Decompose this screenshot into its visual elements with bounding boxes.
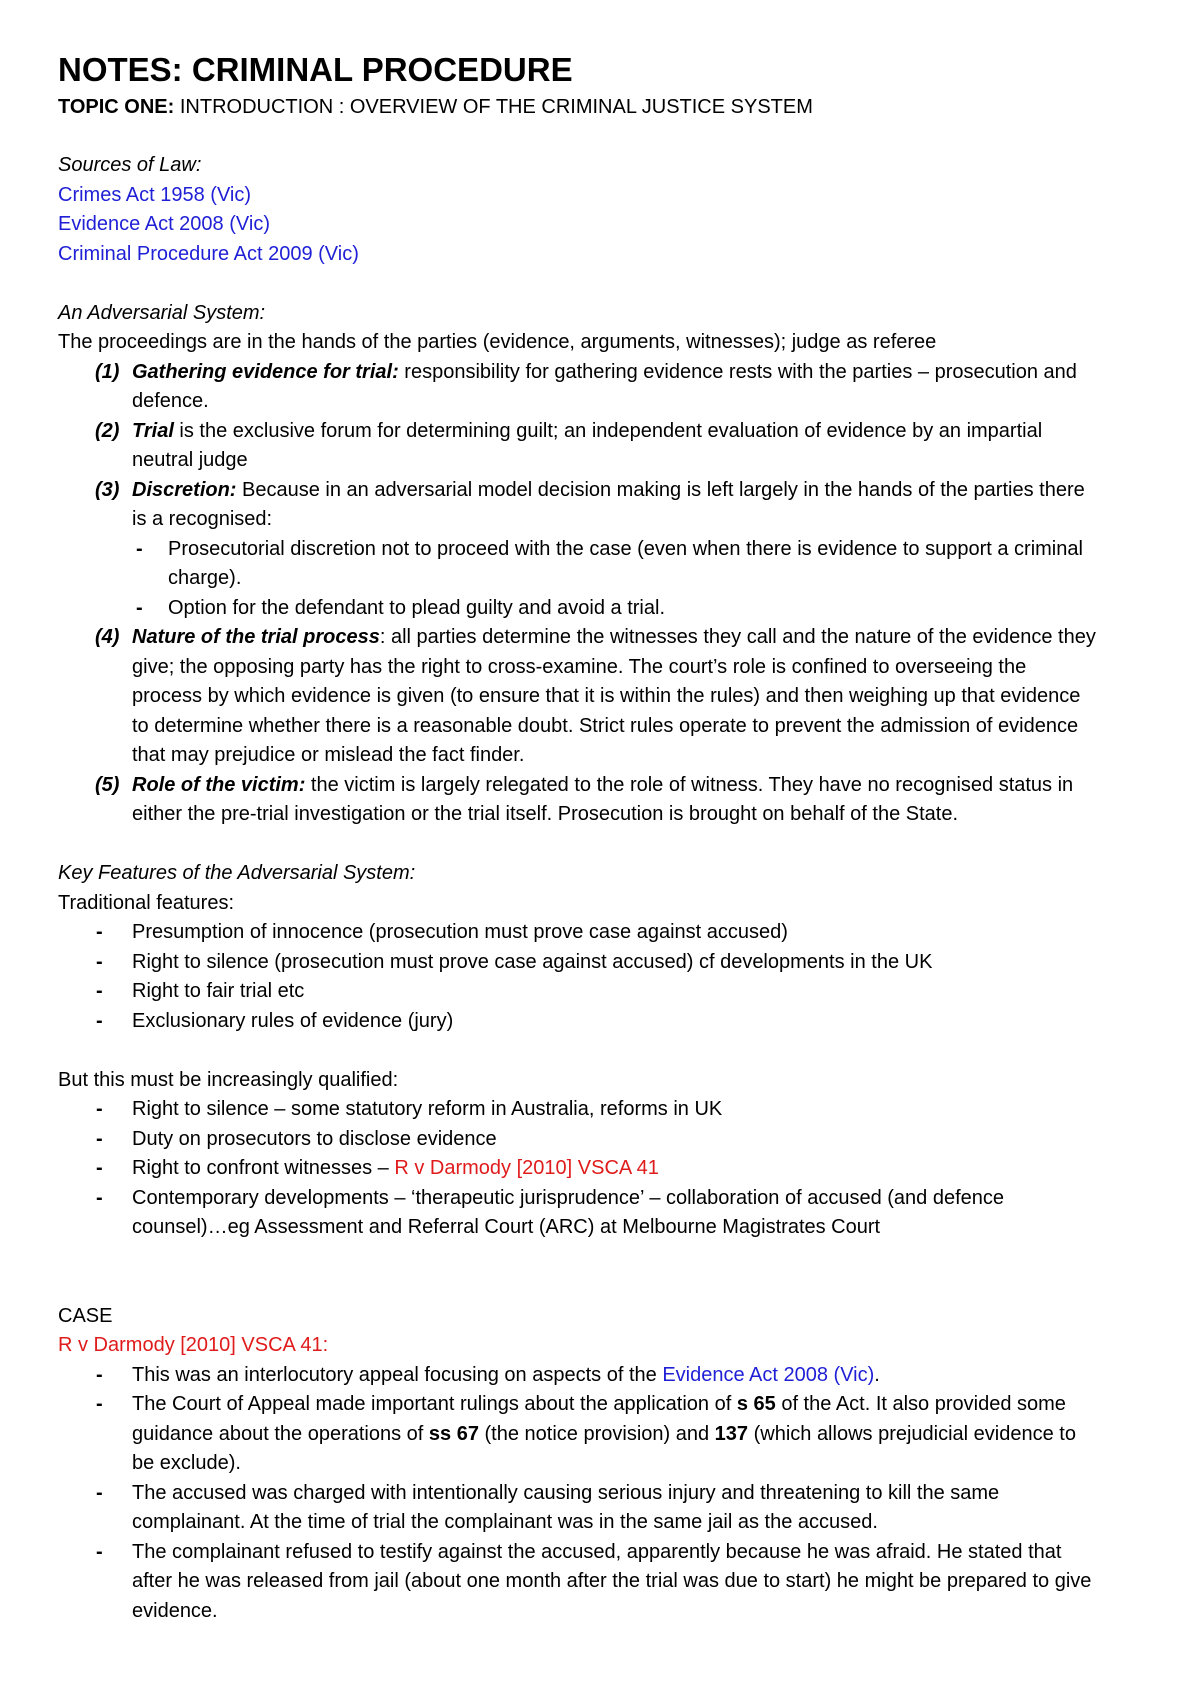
item-text: Because in an adversarial model decision making is left largely in the hands of the parties there is a recognised: — [132, 478, 1085, 530]
sources-heading: Sources of Law: — [58, 154, 202, 176]
list-item — [58, 476, 1100, 624]
topic-text: INTRODUCTION : OVERVIEW OF THE CRIMINAL JUSTICE SYSTEM — [174, 96, 813, 118]
topic-heading — [58, 92, 1100, 122]
item-text: : all parties determine the witnesses they call and the nature of the evidence they give; the opposing party has the right to cross-examine. The court’s role is confined to overseeing the process by which evidence is given (to ensure that it is within the rules) and then weighing up that evidence to determine whether there is a reasonable doubt. Strict rules operate to prevent the admission of evidence that may prejudice or mislead the fact finder. — [132, 626, 1096, 766]
qualified-list — [58, 1095, 1100, 1243]
case-label: CASE — [58, 1304, 113, 1327]
source-evidence-act: Evidence Act 2008 (Vic) — [58, 213, 270, 235]
list-item: - Prosecutorial discretion not to proceed with the case (even when there is evidence to support a criminal charge). — [132, 535, 1100, 594]
item-term: Discretion: — [132, 478, 237, 501]
list-item: - Right to silence – some statutory reform in Australia, reforms in UK — [58, 1095, 1100, 1125]
item-text: is the exclusive forum for determining guilt; an independent evaluation of evidence by an impartial neutral judge — [132, 419, 1043, 471]
topic-label: TOPIC ONE: — [58, 96, 175, 118]
case-name: R v Darmody [2010] VSCA 41: — [58, 1334, 329, 1356]
item-number: (4) — [95, 626, 120, 648]
item-term: Role of the victim: — [132, 773, 306, 796]
item-text: (which allows prejudicial evidence to be exclude). — [132, 1422, 1076, 1474]
list-item — [58, 1361, 1100, 1391]
list-item: - Exclusionary rules of evidence (jury) — [58, 1007, 1100, 1037]
list-item: - Presumption of innocence (prosecution must prove case against accused) — [58, 918, 1100, 948]
item-term: Trial — [132, 419, 174, 442]
item-number: (5) — [95, 773, 120, 796]
traditional-list — [58, 918, 1100, 1036]
document-title: NOTES: CRIMINAL PROCEDURE — [58, 51, 573, 88]
features-heading: Key Features of the Adversarial System: — [58, 862, 416, 884]
source-crimes-act: Crimes Act 1958 (Vic) — [58, 183, 252, 206]
list-item — [58, 623, 1100, 771]
section-ref: 137 — [714, 1422, 749, 1445]
item-text: of the Act. It also provided some guidance about the operations of — [132, 1393, 1066, 1445]
list-item: - Duty on prosecutors to disclose evidence — [58, 1125, 1100, 1155]
list-item — [58, 417, 1100, 476]
source-criminal-procedure-act: Criminal Procedure Act 2009 (Vic) — [58, 242, 359, 265]
adversarial-list — [58, 358, 1100, 830]
list-item: - The complainant refused to testify against the accused, apparently because he was afraid. He stated that after he was released from jail (about one month after the trial was due to start) he might be prepared to give evidence. — [58, 1538, 1100, 1627]
item-text: the victim is largely relegated to the role of witness. They have no recognised status in either the pre-trial investigation or the trial itself. Prosecution is brought on behalf of the State. — [132, 773, 1074, 825]
section-ref: ss 67 — [428, 1422, 479, 1445]
item-text: responsibility for gathering evidence rests with the parties – prosecution and defence. — [132, 360, 1077, 412]
section-ref: s 65 — [736, 1393, 776, 1415]
case-reference: R v Darmody [2010] VSCA 41 — [394, 1157, 659, 1179]
adversarial-heading: An Adversarial System: — [58, 301, 266, 324]
item-text: . — [874, 1363, 880, 1386]
item-text: The Court of Appeal made important rulings about the application of — [132, 1393, 737, 1415]
item-number: (2) — [95, 419, 120, 442]
evidence-act-reference: Evidence Act 2008 (Vic) — [662, 1363, 875, 1386]
list-item: - Option for the defendant to plead guilty and avoid a trial. — [132, 594, 1100, 624]
item-number: (1) — [95, 360, 120, 383]
list-item: - Contemporary developments – ‘therapeutic jurisprudence’ – collaboration of accused (and defence counsel)…eg Assessment and Referral Court (ARC) at Melbourne Magistrates Court — [58, 1184, 1100, 1243]
item-number: (3) — [95, 478, 120, 501]
adversarial-intro: The proceedings are in the hands of the parties (evidence, arguments, witnesses); judge as referee — [58, 331, 937, 353]
item-term: Gathering evidence for trial: — [132, 360, 399, 383]
qualified-label: But this must be increasingly qualified: — [58, 1068, 399, 1091]
traditional-label: Traditional features: — [58, 891, 235, 914]
discretion-sublist — [132, 535, 1100, 624]
item-term: Nature of the trial process — [132, 626, 380, 648]
list-item — [58, 358, 1100, 417]
list-item — [58, 1390, 1100, 1479]
list-item: - Right to silence (prosecution must prove case against accused) cf developments in the UK — [58, 948, 1100, 978]
item-text: Right to confront witnesses – — [132, 1157, 395, 1179]
list-item: - The accused was charged with intentionally causing serious injury and threatening to kill the same complainant. At the time of trial the complainant was in the same jail as the accused. — [58, 1479, 1100, 1538]
list-item — [58, 771, 1100, 830]
list-item: - Right to fair trial etc — [58, 977, 1100, 1007]
case-points — [58, 1361, 1100, 1627]
item-text: This was an interlocutory appeal focusing on aspects of the — [132, 1363, 663, 1386]
list-item — [58, 1154, 1100, 1184]
item-text: (the notice provision) and — [478, 1422, 715, 1445]
